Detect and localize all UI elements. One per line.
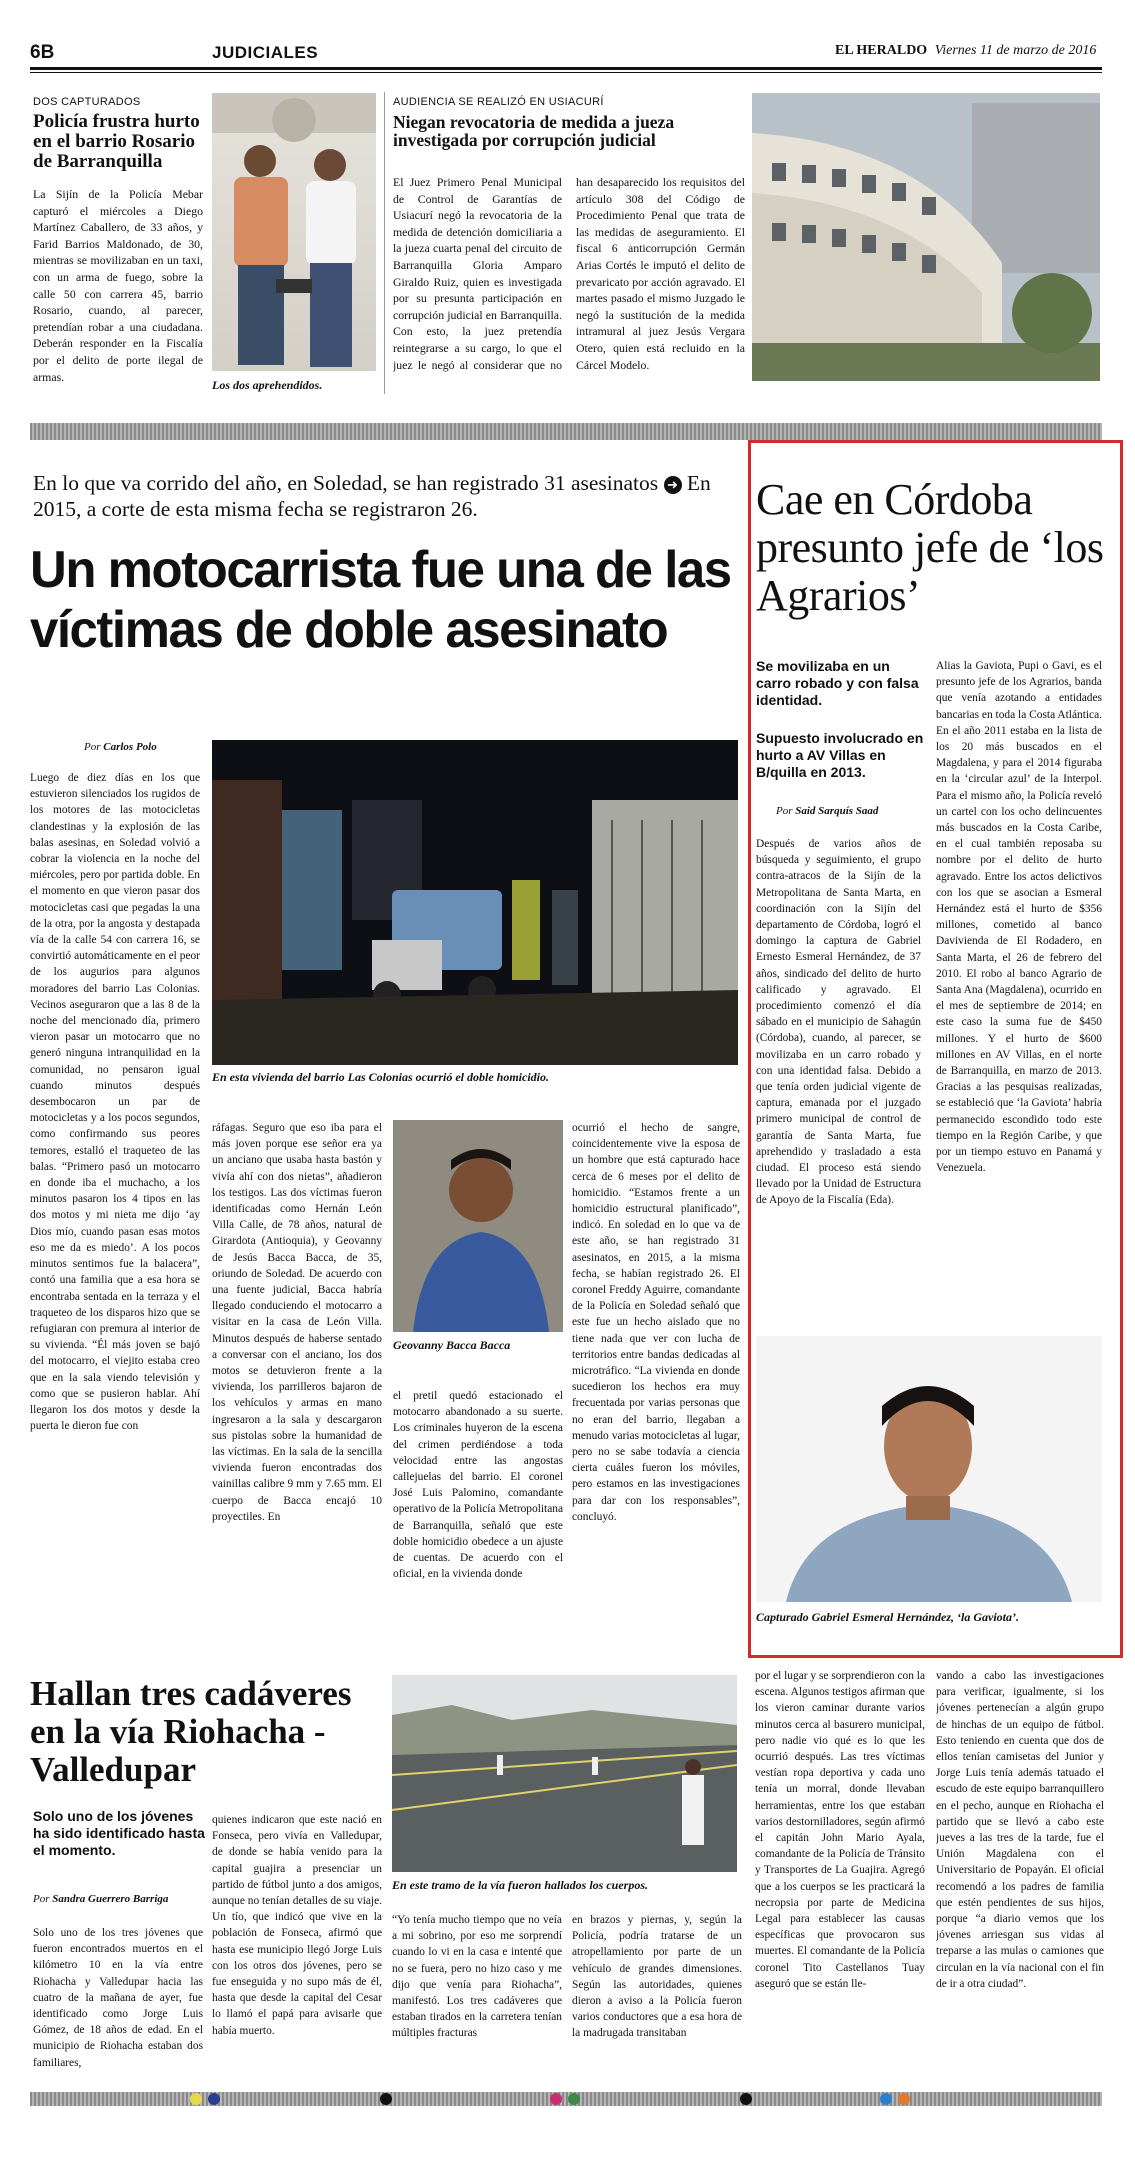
page-number: 6B (30, 42, 55, 63)
color-mark-green (568, 2093, 580, 2105)
story4-col2-text: Alias la Gaviota, Pupi o Gavi, es el presunto jefe de los Agrarios, banda que venía azotando a entidades bancarias en toda la Costa Atlántica. En el año 2011 estaba en la lista de los 20 más buscados en el Magdalena, y para el 2014 figuraba en la ‘circular azul’ de la Interpol. Para el mismo año, la Policía reveló un cartel con los ocho delincuentes más buscados en la Costa Caribe, en el cual también reposaba su nombre por el delito de hurto agravado. Entre los actos delictivos con los que se asocian a Esmeral Hernández está el hurto de $356 millones, cometido al banco Davivienda de El Rodadero, en Santa Marta, el 26 de febrero del 2010. El robo al banco Agrario de Santa Ana (Magdalena), ocurrido en el mes de septiembre de 2014; en este caso la suma fue de $450 millones. Y el hurto de $600 millones en AV Villas, en el norte de Barranquilla, en marzo de 2013. Gracias a las pesquisas realizadas, se estableció que ‘la Gaviota’ habría permanecido escondido todo este tiempo en la Región Caribe, y que por un tiempo estuvo en Panamá y Venezuela. (936, 660, 1102, 1175)
story1-photo (212, 93, 376, 371)
story2-body (393, 174, 745, 398)
story3-summary-b: En 2015, a corte de esta misma fecha se registraron 26. (33, 471, 711, 521)
story5-col4 (572, 1912, 742, 2082)
color-mark-yellow (190, 2093, 202, 2105)
color-mark-red (550, 2093, 562, 2105)
victim-portrait-image (393, 1120, 563, 1332)
story1-headline: Policía frustra hurto en el barrio Rosario de Barranquilla (33, 111, 200, 172)
story1-text: La Sijín de la Policía Mebar capturó el miércoles a Diego Martínez Caballero, de 33 años, y Farid Barrios Maldonado, de 30, mientras se movilizaban en un taxi, con un arma de fuego, sobre la calle 50 con carrera 45, barrio Rosario, cuando, al parecer, pretendían robar a una ciudadana. Deberán responder en la Fiscalía por el delito de porte ilegal de armas. (33, 187, 203, 384)
story5-col2-text: quienes indicaron que este nació en Fonseca, pero vivía en Valledupar, de donde se había venido para la capital guajira a presenciar un partido de fútbol junto a dos amigos, aunque no tenían detalles de su viaje. Un tío, que indicó que vive en la población de Fonseca, afirmó que hasta ese municipio llegó Jorge Luis con los otros dos jóvenes, pero se fue enseguida y no supo más de él, hasta que desde la capital del Cesar lo llamó el papá para avisarle que había muerto. (212, 1814, 382, 2037)
story3-scene-caption: En esta vivienda del barrio Las Colonias ocurrió el doble homicidio. (212, 1070, 550, 1084)
story3-col3 (393, 1388, 563, 1618)
story4-headline: Cae en Córdoba presunto jefe de ‘los Agrarios’ (756, 475, 1104, 620)
story1-caption: Los dos aprehendidos. (212, 378, 323, 392)
story5-caption: En este tramo de la vía fueron hallados los cuerpos. (392, 1878, 649, 1892)
color-mark-cyan (880, 2093, 892, 2105)
story4-col1 (756, 836, 921, 1316)
story3-col2-text: ráfagas. Seguro que eso iba para el más joven porque ese señor era ya un anciano que usaba hasta bastón y vivía ahí con dos nietas”, añadieron los testigos. Las dos víctimas fueron identificadas como Hernán León Villa Calle, de 78 años, natural de Girardota (Antioquia), y Geovanny de Jesús Bacca Bacca, de 35, oriundo de Soledad. De acuerdo con una fuente judicial, Bacca habría llegado conduciendo el motocarro a visitar en la casa de León Villa. Minutos después de haberse sentado a conversar con el anciano, los dos motos se detuvieron frente a la vivienda, los parrilleros bajaron de los vehículos y armas en mano ingresaron a la sala y descargaron sus pistolas sobre la humanidad de las víctimas. En la sala de la sencilla vivienda fueron encontradas dos vainillas calibre 9 mm y 7.65 mm. El cuerpo de Bacca encajó 10 proyectiles. En (212, 1122, 382, 1523)
story5-headline: Hallan tres cadáveres en la vía Riohacha - Valledupar (30, 1674, 352, 1789)
story4-byline (776, 805, 878, 817)
story3-col3-text: el pretil quedó estacionado el motocarro abandonado a su suerte. Los criminales huyeron de la escena del crimen perdiéndose a toda velocidad entre las angostas callejuelas del barrio. El coronel José Luis Palomino, comandante operativo de la Policía Metropolitana de Barranquilla, señaló que este doble homicidio obedece a un ajuste de cuentas. De acuerdo con el oficial, en la vivienda donde (393, 1390, 563, 1581)
arrow-right-circle-icon: ➜ (664, 476, 682, 494)
story5-col5-text: por el lugar y se sorprendieron con la escena. Algunos testigos afirman que los vieron caminar durante varios minutos cerca al basurero municipal, pero nadie vio qué es lo que les ocurrió después. Las tres víctimas vestían ropa deportiva y cada uno tenía un morral, donde llevaban herramientas, entre los que estaban varios destornilladores, según afirmó el capitán John Mario Ayala, comandante de la Policía de Tránsito y Transportes de La Guajira. Agregó que a los cuerpos se les practicará la necropsia por parte de Medicina Legal para establecer las causas específicas que provocaron sus muertes. El comandante de la Policía coronel Tito Castellanos Tuay aseguró que se están lle- (755, 1670, 925, 1990)
story3-col1 (30, 770, 200, 1618)
section-divider-1 (30, 423, 1102, 440)
highway-image (392, 1675, 737, 1872)
crime-scene-image (212, 740, 738, 1065)
color-mark-orange (898, 2093, 910, 2105)
story3-portrait (393, 1120, 563, 1332)
story1-body (33, 186, 203, 398)
story5-byline (33, 1893, 168, 1905)
story4-col2 (936, 658, 1102, 1314)
story3-col1-text: Luego de diez días en los que estuvieron silenciados los rugidos de los motores de las motocicletas clandestinas y la explosión de las balas asesinas, en Soledad volvió a cobrar la violencia en la noche del miércoles, pero por partida doble. En el momento en que vieron pasar dos motocicletas casi que pegadas la una de la otra, por la angosta y destapada vía de la calle 54 con carrera 16, se convirtió automáticamente en el peor de los augurios para algunos moradores del barrio Las Colonias. Vecinos aseguraron que a las 8 de la noche del mencionado día, primero vieron pasar un motocarro que no generó ninguna intranquilidad en la comunidad, no pensaron igual cuando minutos después desembocaron un par de motocicletas y a los pocos segundos, como confirmando sus peores temores, estalló el traqueteo de las balas. “Primero pasó un motocarro en donde iba el muchacho, a los minutos pasaron los 4 tipos en las dos motos y mi nieta me dijo ‘ay Dios mío, cuando pasan esas motos eso me da es miedo’. A los pocos minutos sentimos fue la balacera”, contó una familia que a esa hora se encontraba sentada en la terraza y el traqueteo de los disparos hizo que se refugiaran con premura al interior de su vivienda. “Él más joven se bajó del motocarro, el viejito estaba creo que en la sala viendo televisión y como que se pusieron hablar. Ahí llegaron los dos motos y desde la puerta le dieron fue con (30, 772, 200, 1433)
story5-col4-text: en brazos y piernas, y, según la Policía, podría tratarse de un atropellamiento por parte de un vehículo de grandes dimensiones. Según las autoridades, quienes dieron a aviso a la Policía fueron varios conductores que a esa hora de la madrugada transitaban (572, 1914, 742, 2040)
story4-byline-prefix: Por (776, 805, 793, 817)
story4-deck1: Se movilizaba en un carro robado y con falsa identidad. (756, 658, 919, 708)
story4-photo (756, 1336, 1102, 1602)
registration-marks (190, 2092, 950, 2106)
issue-date: Viernes 11 de marzo de 2016 (934, 43, 1097, 58)
header-rule (30, 67, 1102, 70)
story2-kicker: AUDIENCIA SE REALIZÓ EN USIACURÍ (393, 96, 604, 108)
story3-byline-prefix: Por (84, 741, 101, 753)
color-mark-blue (208, 2093, 220, 2105)
story3-col4-text: ocurrió el hecho de sangre, coincidentemente vive la esposa de un hombre que está capturado hace cerca de 6 meses por el delito de homicidio. “Estamos frente a un homicidio estructural planificado”, indicó. En soledad en lo que va de este año, se han registrado 31 asesinatos, en 2015, a la misma fecha, se habían registrado 26. El coronel Freddy Aguirre, comandante de la Policía en Soledad señaló que este fue un hecho aislado que no tiene nada que ver con lucha de territorios entre bandas dedicadas al microtráfico. “La vivienda en donde sucedieron los hechos era muy frecuentada por varias personas que no eran del barrio, llegaban a menudo varias motocicletas al lugar, pero no se sabe todavía a ciencia cierta cuáles fueron los móviles, pero estamos en las investigaciones para dar con los responsables”, concluyó. (572, 1122, 740, 1523)
captured-man-image (756, 1336, 1102, 1602)
story3-portrait-caption: Geovanny Bacca Bacca (393, 1338, 511, 1352)
story3-summary (33, 470, 733, 522)
story4-deck2: Supuesto involucrado en hurto a AV Villas en B/quilla en 2013. (756, 730, 924, 780)
story3-col2 (212, 1120, 382, 1618)
story5-col5 (755, 1668, 925, 2082)
story3-scene-photo (212, 740, 738, 1065)
color-mark-black-2 (740, 2093, 752, 2105)
story4-caption: Capturado Gabriel Esmeral Hernández, ‘la Gaviota’. (756, 1610, 1020, 1624)
story3-headline: Un motocarrista fue una de las víctimas de doble asesinato (30, 541, 731, 659)
story5-col1 (33, 1925, 203, 2081)
header-rule-thin (30, 72, 1102, 73)
vrule-top-1 (384, 92, 385, 394)
story5-col2 (212, 1812, 382, 2082)
story5-col3-text: “Yo tenía mucho tiempo que no veía a mi sobrino, por eso me sorprendí cuando lo vi en la casa e intenté que no se fuera, pero no hizo caso y me dijo que venía para Riohacha”, manifestó. Los tres cadáveres que estaban tirados en la carretera tenían múltiples fracturas (392, 1914, 562, 2040)
story3-author: Carlos Polo (103, 741, 157, 753)
story5-deck: Solo uno de los jóvenes ha sido identificado hasta el momento. (33, 1808, 205, 1858)
story4-author: Said Sarquís Saad (795, 805, 879, 817)
story5-col3 (392, 1912, 562, 2082)
paper-name: EL HERALDO (835, 43, 928, 58)
story5-col1-text: Solo uno de los tres jóvenes que fueron encontrados muertos en el kilómetro 10 en la vía entre Riohacha y Valledupar hacia las cuatro de la mañana de ayer, fue identificado como Jorge Luis Gómez, de 18 años de edad. En el municipio de Riohacha estaban dos familiares, (33, 1927, 203, 2069)
story2-headline: Niegan revocatoria de medida a jueza investigada por corrupción judicial (393, 112, 675, 151)
story5-col6-text: vando a cabo las investigaciones para verificar, igualmente, si los jóvenes pertenecían a algún grupo de hinchas de un equipo de fútbol. Esto teniendo en cuenta que dos de ellos tenían camisetas del Junior y Jorge Luis tenía además tatuado el escudo de este equipo barranquillero en el pecho, aunque en Riohacha el partido que se llevó a cabo este jueves a las tres de la tarde, fue el Unión Magdalena con el Universitario de Popayán. El oficial recomendó a los padres de familia que estén pendientes de sus hijos, porque “a diario vemos que los jóvenes arriesgan sus vidas al treparse a las mulas o camiones que circulan en la vía nacional con el fin de ir a otra ciudad”. (936, 1670, 1104, 1990)
color-mark-black (380, 2093, 392, 2105)
story2-text: El Juez Primero Penal Municipal de Control de Garantías de Usiacurí negó la revocatoria de la medida de detención domiciliaria a la jueza cuarta penal del circuito de Barranquilla Gloria Amparo Giraldo Ruiz, quien es investigada por su presunta participación en corrupción judicial en Barranquilla. Con esto, la juez pretendía reintegrarse a su cargo, lo que el juez le negó al considerar que no han desaparecido los requisitos del artículo 308 del Código de Procedimiento Penal que trata de las medidas de aseguramiento. El fiscal 6 anticorrupción Germán Arias Cortés le imputó el delito de prevaricato por acción agravado. El martes pasado el mismo Juzgado le negó la sustitución de la medida intramural al juez Jesús Vergara Otero, quien está recluido en la Cárcel Modelo. (393, 175, 745, 372)
masthead (835, 43, 1096, 59)
story4-col1-text: Después de varios años de búsqueda y seguimiento, el grupo contra-atracos de la Sijín de la Metropolitana de Santa Marta, en coordinación con la Sijín del departamento de Córdoba, logró el domingo la captura de Gabriel Ernesto Esmeral Hernández, de 37 años, sindicado del delito de hurto calificado y agravado. El procedimiento comenzó el día sábado en el municipio de Sahagún (Córdoba), cuando, al parecer, se movilizaba en un carro robado y con una identidad falsa. Debido a que tenía orden judicial vigente de captura, emanada por el juzgado primero municipal de control de garantía de Santa Marta, fue aprehendido y trasladado a esta ciudad. El proceso está siendo llevado por la Unidad de Estructura de Apoyo de la Fiscalía (Eda). (756, 838, 921, 1207)
story3-summary-a: En lo que va corrido del año, en Soledad, se han registrado 31 asesinatos (33, 471, 659, 495)
story3-byline (84, 741, 157, 753)
story3-col4 (572, 1120, 740, 1618)
arrested-men-image (212, 93, 376, 371)
building-image (752, 93, 1100, 381)
story1-kicker: DOS CAPTURADOS (33, 96, 141, 108)
story5-author: Sandra Guerrero Barriga (52, 1893, 169, 1905)
section-label: JUDICIALES (212, 43, 319, 62)
story5-col6 (936, 1668, 1104, 2082)
story5-photo (392, 1675, 737, 1872)
story5-byline-prefix: Por (33, 1893, 50, 1905)
story2-photo (752, 93, 1100, 381)
